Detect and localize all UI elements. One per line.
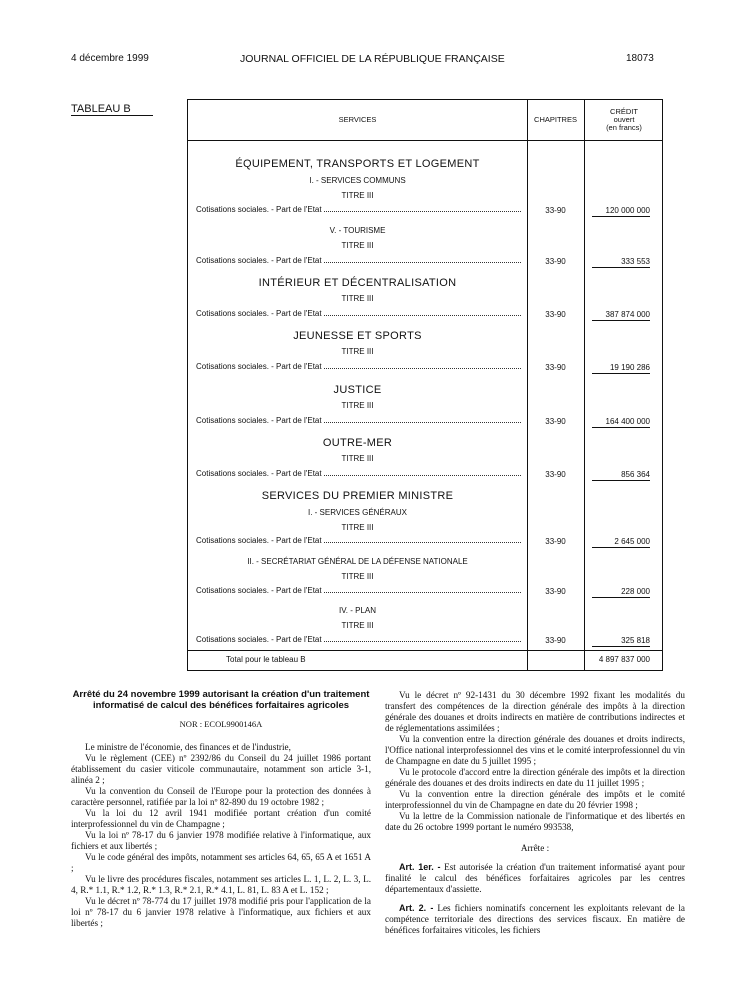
section-title: JEUNESSE ET SPORTS bbox=[293, 330, 422, 342]
credit-value: 387 874 000 bbox=[592, 310, 650, 321]
line-label bbox=[196, 416, 521, 425]
header-divider bbox=[188, 140, 662, 141]
leader-dots bbox=[324, 210, 521, 212]
titre-label: TITRE III bbox=[341, 191, 374, 200]
arrete-right-column bbox=[385, 690, 685, 936]
section-title: INTÉRIEUR ET DÉCENTRALISATION bbox=[258, 277, 457, 289]
nor-reference: NOR : ECOL9900146A bbox=[179, 719, 263, 729]
line-label-text: Cotisations sociales. - Part de l'Etat bbox=[196, 362, 322, 371]
credit-value: 2 645 000 bbox=[592, 537, 650, 548]
titre-label: TITRE III bbox=[341, 572, 374, 581]
credit-header-line: CRÉDIT bbox=[610, 107, 638, 116]
chapitre-value: 33-90 bbox=[545, 310, 566, 319]
chapitre-value: 33-90 bbox=[545, 470, 566, 479]
chapitre-value: 33-90 bbox=[545, 363, 566, 372]
article-2-text: Les fichiers nominatifs concernent les exploitants relevant de la compétence territoriale des directions des services fiscaux. En matière de bénéfices forfaitaires viticoles, les fichiers bbox=[385, 903, 685, 935]
chapitre-value: 33-90 bbox=[545, 587, 566, 596]
article-2 bbox=[385, 903, 685, 936]
column-divider bbox=[527, 100, 528, 670]
paragraph: Vu le décret nº 78-774 du 17 juillet 1978 modifié pris pour l'application de la loi nº 78-17 du 6 janvier 1978 relative à l'informatique, aux fichiers et aux libertés ; bbox=[71, 896, 371, 928]
arrete-word: Arrête : bbox=[520, 843, 550, 853]
titre-label: TITRE III bbox=[341, 241, 374, 250]
arrete-title: Arrêté du 24 novembre 1999 autorisant la création d'un traitement informatisé de calcul des bénéfices forfaitaires agricoles bbox=[72, 689, 370, 711]
chapitre-value: 33-90 bbox=[545, 636, 566, 645]
header-date: 4 décembre 1999 bbox=[71, 53, 149, 64]
paragraph: Vu la convention entre la direction générale des douanes et droits indirects, l'Office national interprofessionnel des vins et le comité interprofessionnel du vin de Champagne en date du 5 juillet 1995 ; bbox=[385, 734, 685, 766]
leader-dots bbox=[324, 367, 521, 369]
line-label-text: Cotisations sociales. - Part de l'Etat bbox=[196, 416, 322, 425]
paragraph: Vu le décret nº 92-1431 du 30 décembre 1992 fixant les modalités du transfert des compétences de la direction générale des impôts à la direction générale des douanes et droits indirects en matière de contributions indirectes et de réglementations assimilées ; bbox=[385, 690, 685, 733]
line-label bbox=[196, 536, 521, 545]
credit-value: 856 364 bbox=[592, 470, 650, 481]
paragraph: Vu la convention entre la direction générale des impôts et le comité interprofessionnel du vin de Champagne en date du 20 février 1998 ; bbox=[385, 789, 685, 810]
credit-value: 19 190 286 bbox=[592, 363, 650, 374]
line-label bbox=[196, 362, 521, 371]
line-label-text: Cotisations sociales. - Part de l'Etat bbox=[196, 205, 322, 214]
paragraph: Vu la loi nº 78-17 du 6 janvier 1978 modifiée relative à l'informatique, aux fichiers et aux libertés ; bbox=[71, 830, 371, 851]
subsection-title: II. - SECRÉTARIAT GÉNÉRAL DE LA DÉFENSE NATIONALE bbox=[247, 557, 468, 566]
arrete-left-column bbox=[71, 690, 371, 929]
chapitre-value: 33-90 bbox=[545, 257, 566, 266]
subsection-title: I. - SERVICES COMMUNS bbox=[309, 176, 406, 185]
header-journal-title: JOURNAL OFFICIEL DE LA RÉPUBLIQUE FRANÇAISE bbox=[240, 53, 505, 65]
titre-label: TITRE III bbox=[341, 523, 374, 532]
credit-value: 164 400 000 bbox=[592, 417, 650, 428]
line-label bbox=[196, 635, 521, 644]
subsection-title: IV. - PLAN bbox=[338, 606, 377, 615]
article-1-label: Art. 1er. - bbox=[399, 862, 441, 872]
titre-label: TITRE III bbox=[341, 294, 374, 303]
titre-label: TITRE III bbox=[341, 621, 374, 630]
paragraph: Vu le protocole d'accord entre la direction générale des impôts et la direction générale des douanes et des droits indirects en date du 11 juillet 1995 ; bbox=[385, 767, 685, 788]
article-1 bbox=[385, 862, 685, 895]
titre-label: TITRE III bbox=[341, 347, 374, 356]
leader-dots bbox=[324, 314, 521, 316]
line-label bbox=[196, 205, 521, 214]
paragraph: Le ministre de l'économie, des finances et de l'industrie, bbox=[85, 742, 291, 752]
line-label bbox=[196, 309, 521, 318]
subsection-title: I. - SERVICES GÉNÉRAUX bbox=[308, 508, 407, 517]
total-label: Total pour le tableau B bbox=[226, 655, 306, 664]
total-amount: 4 897 837 000 bbox=[598, 655, 650, 664]
header-page-number: 18073 bbox=[626, 53, 654, 64]
paragraph: Vu le livre des procédures fiscales, notamment ses articles L. 1, L. 2, L. 3, L. 4, R.* 1.1, R.* 1.2, R.* 1.3, R.* 2.1, R.* 4.1, L. 81, L. 83 A et L. 152 ; bbox=[71, 874, 371, 895]
article-1-text: Est autorisée la création d'un traitement informatisé ayant pour finalité le calcul des bénéfices forfaitaires agricoles par les centres départementaux d'assiette. bbox=[385, 862, 685, 894]
section-title: SERVICES DU PREMIER MINISTRE bbox=[261, 490, 454, 502]
line-label-text: Cotisations sociales. - Part de l'Etat bbox=[196, 536, 322, 545]
credit-header-line: (en francs) bbox=[606, 123, 642, 132]
leader-dots bbox=[324, 421, 521, 423]
total-divider bbox=[188, 650, 662, 651]
section-title: JUSTICE bbox=[333, 384, 382, 396]
line-label-text: Cotisations sociales. - Part de l'Etat bbox=[196, 309, 322, 318]
credit-value: 333 553 bbox=[592, 257, 650, 268]
credit-value: 325 818 bbox=[592, 636, 650, 647]
column-header-services: SERVICES bbox=[338, 115, 377, 124]
paragraph: Vu le code général des impôts, notamment ses articles 64, 65, 65 A et 1651 A ; bbox=[71, 852, 371, 873]
leader-dots bbox=[324, 591, 521, 593]
paragraph: Vu la loi du 12 avril 1941 modifiée portant création d'un comité interprofessionnel du vin de Champagne ; bbox=[71, 808, 371, 829]
credit-value: 228 000 bbox=[592, 587, 650, 598]
leader-dots bbox=[324, 474, 521, 476]
leader-dots bbox=[324, 261, 521, 263]
section-title: ÉQUIPEMENT, TRANSPORTS ET LOGEMENT bbox=[235, 158, 480, 170]
paragraph: Vu le règlement (CEE) nº 2392/86 du Conseil du 24 juillet 1986 portant établissement du casier viticole communautaire, notamment son article 3-1, alinéa 2 ; bbox=[71, 753, 371, 785]
article-2-label: Art. 2. - bbox=[399, 903, 434, 913]
credits-table bbox=[187, 99, 663, 671]
credit-header-line: ouvert bbox=[613, 115, 635, 124]
paragraph: Vu la lettre de la Commission nationale de l'informatique et des libertés en date du 26 octobre 1999 portant le numéro 993538, bbox=[385, 811, 685, 832]
section-title: OUTRE-MER bbox=[322, 437, 393, 449]
line-label-text: Cotisations sociales. - Part de l'Etat bbox=[196, 469, 322, 478]
credit-value: 120 000 000 bbox=[592, 206, 650, 217]
line-label-text: Cotisations sociales. - Part de l'Etat bbox=[196, 586, 322, 595]
line-label-text: Cotisations sociales. - Part de l'Etat bbox=[196, 635, 322, 644]
leader-dots bbox=[324, 640, 521, 642]
line-label-text: Cotisations sociales. - Part de l'Etat bbox=[196, 256, 322, 265]
line-label bbox=[196, 586, 521, 595]
tableau-label: TABLEAU B bbox=[71, 103, 153, 116]
chapitre-value: 33-90 bbox=[545, 537, 566, 546]
subsection-title: V. - TOURISME bbox=[329, 226, 386, 235]
line-label bbox=[196, 256, 521, 265]
paragraph: Vu la convention du Conseil de l'Europe pour la protection des données à caractère personnel, ratifiée par la loi nº 82-890 du 19 octobre 1982 ; bbox=[71, 786, 371, 807]
titre-label: TITRE III bbox=[341, 401, 374, 410]
chapitre-value: 33-90 bbox=[545, 417, 566, 426]
leader-dots bbox=[324, 541, 521, 543]
line-label bbox=[196, 469, 521, 478]
column-divider bbox=[584, 100, 585, 670]
chapitre-value: 33-90 bbox=[545, 206, 566, 215]
column-header-credit bbox=[584, 100, 664, 140]
column-header-chapitres: CHAPITRES bbox=[534, 115, 577, 124]
titre-label: TITRE III bbox=[341, 454, 374, 463]
